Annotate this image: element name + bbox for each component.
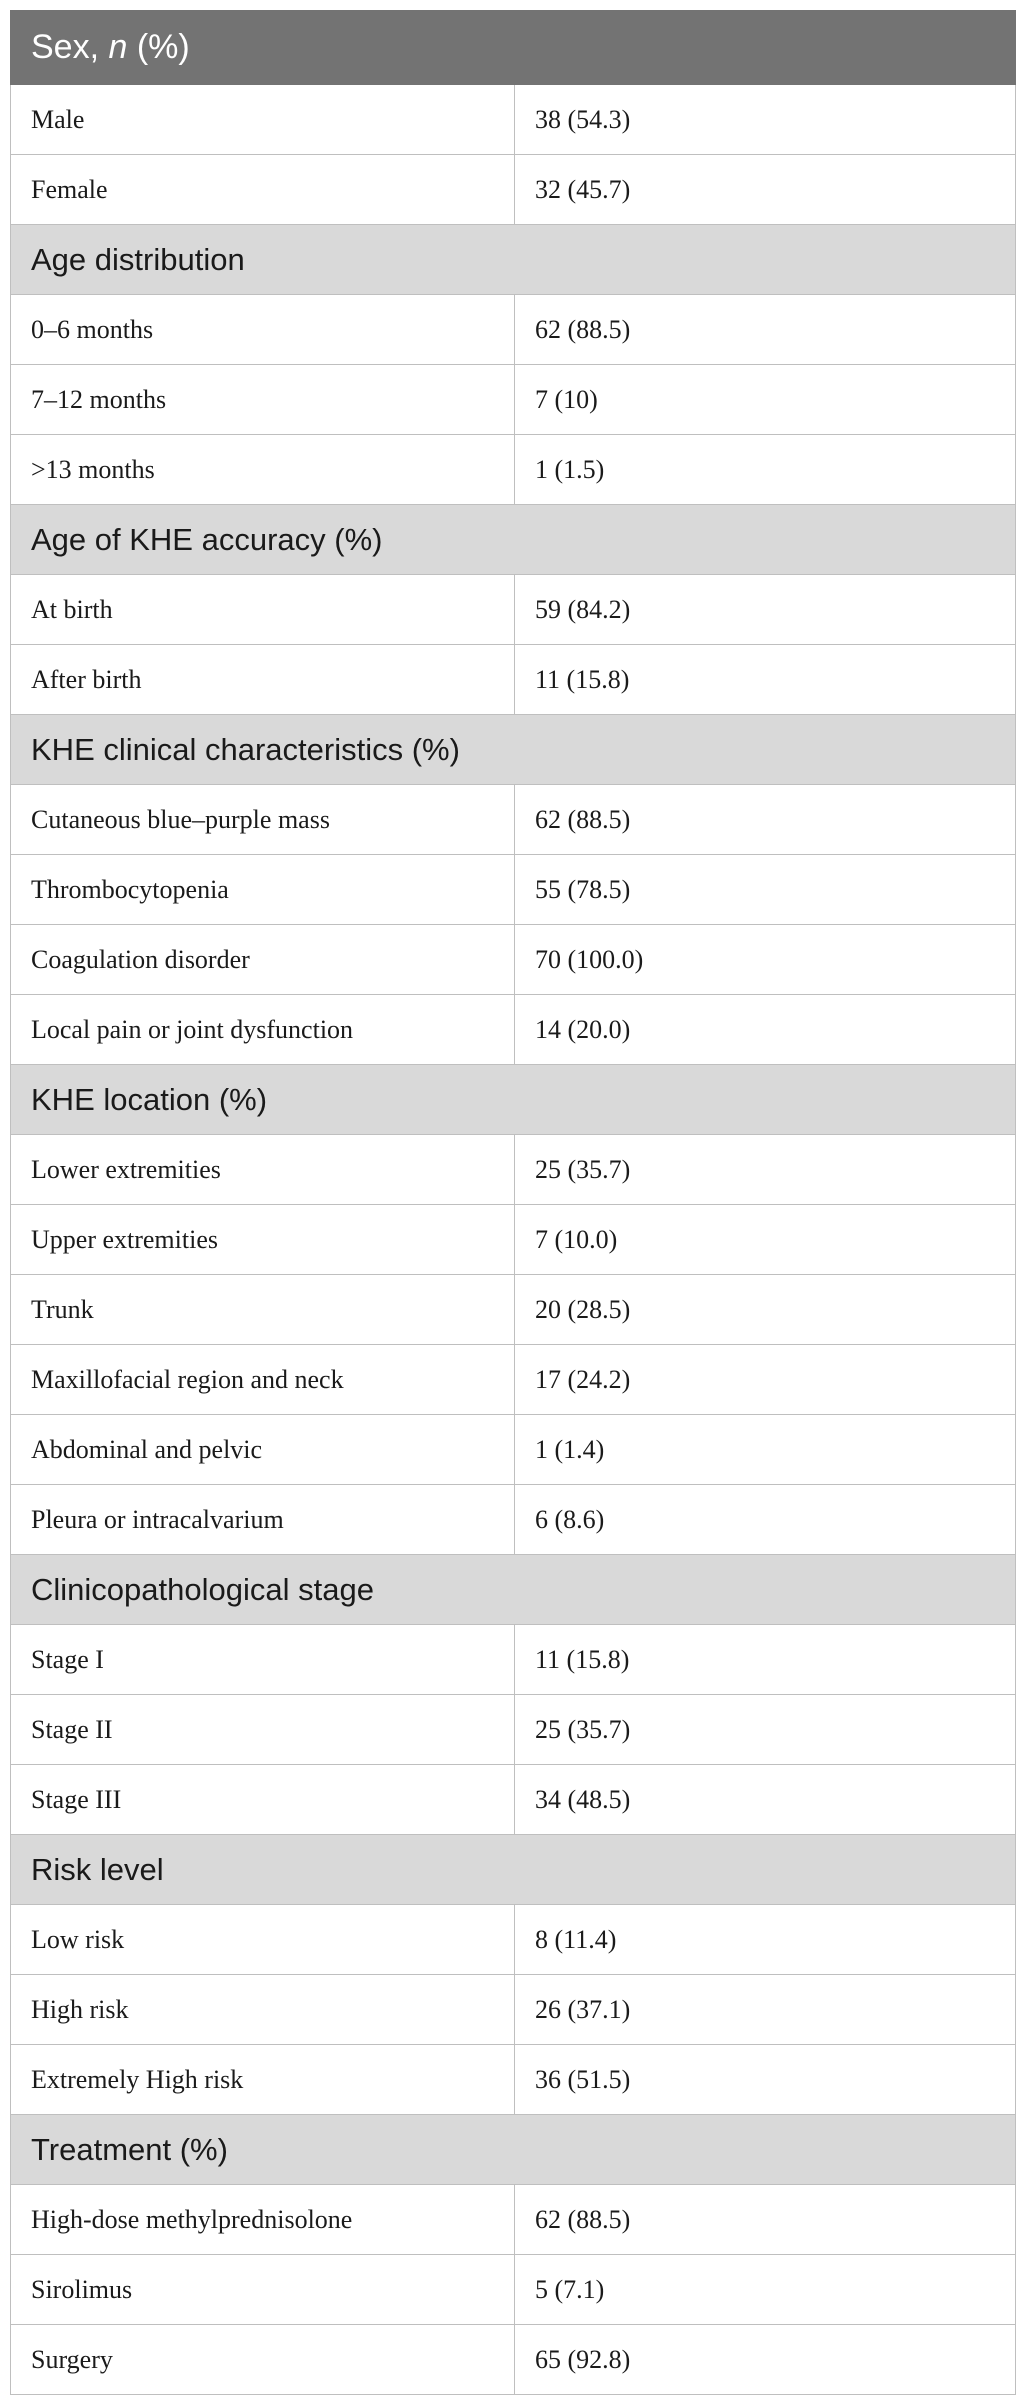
section-header-label: Age of KHE accuracy (%)	[11, 505, 1016, 575]
row-label: High risk	[11, 1975, 515, 2045]
section-header-row	[11, 715, 1016, 785]
table-row	[11, 85, 1016, 155]
row-value: 26 (37.1)	[515, 1975, 1016, 2045]
row-label: Stage I	[11, 1625, 515, 1695]
row-label: Coagulation disorder	[11, 925, 515, 995]
header-label-cell	[11, 11, 515, 85]
header-label-italic: n	[108, 28, 128, 66]
table-row	[11, 1205, 1016, 1275]
section-header-label: Age distribution	[11, 225, 1016, 295]
row-label: Local pain or joint dysfunction	[11, 995, 515, 1065]
section-header-row	[11, 1555, 1016, 1625]
table-row	[11, 785, 1016, 855]
row-label: Pleura or intracalvarium	[11, 1485, 515, 1555]
row-label: Low risk	[11, 1905, 515, 1975]
row-label: 7–12 months	[11, 365, 515, 435]
row-label: Thrombocytopenia	[11, 855, 515, 925]
row-value: 1 (1.4)	[515, 1415, 1016, 1485]
table-row	[11, 1415, 1016, 1485]
table-row	[11, 2255, 1016, 2325]
khe-characteristics-table	[10, 10, 1016, 2395]
table-row	[11, 2185, 1016, 2255]
row-value: 14 (20.0)	[515, 995, 1016, 1065]
row-label: 0–6 months	[11, 295, 515, 365]
section-header-row	[11, 505, 1016, 575]
row-label: Stage II	[11, 1695, 515, 1765]
row-value: 34 (48.5)	[515, 1765, 1016, 1835]
section-header-row	[11, 1835, 1016, 1905]
section-header-row	[11, 2115, 1016, 2185]
row-label: High-dose methylprednisolone	[11, 2185, 515, 2255]
row-label: Sirolimus	[11, 2255, 515, 2325]
row-value: 65 (92.8)	[515, 2325, 1016, 2395]
section-header-label: Risk level	[11, 1835, 1016, 1905]
row-label: After birth	[11, 645, 515, 715]
row-value: 25 (35.7)	[515, 1135, 1016, 1205]
row-label: Upper extremities	[11, 1205, 515, 1275]
row-value: 11 (15.8)	[515, 1625, 1016, 1695]
row-value: 7 (10)	[515, 365, 1016, 435]
row-label: Surgery	[11, 2325, 515, 2395]
row-value: 62 (88.5)	[515, 295, 1016, 365]
table-row	[11, 855, 1016, 925]
table-row	[11, 435, 1016, 505]
table-row	[11, 1695, 1016, 1765]
row-value: 17 (24.2)	[515, 1345, 1016, 1415]
section-header-label: KHE location (%)	[11, 1065, 1016, 1135]
row-value: 59 (84.2)	[515, 575, 1016, 645]
header-value-cell	[515, 11, 1016, 85]
table-row	[11, 1625, 1016, 1695]
row-value: 1 (1.5)	[515, 435, 1016, 505]
row-value: 32 (45.7)	[515, 155, 1016, 225]
table-row	[11, 155, 1016, 225]
header-label-post: (%)	[127, 28, 190, 66]
table-row	[11, 295, 1016, 365]
row-label: Maxillofacial region and neck	[11, 1345, 515, 1415]
row-label: At birth	[11, 575, 515, 645]
table-row	[11, 1135, 1016, 1205]
section-header-row	[11, 1065, 1016, 1135]
section-header-label: Treatment (%)	[11, 2115, 1016, 2185]
table-row	[11, 2045, 1016, 2115]
row-value: 55 (78.5)	[515, 855, 1016, 925]
table-row	[11, 1485, 1016, 1555]
row-value: 5 (7.1)	[515, 2255, 1016, 2325]
table-row	[11, 925, 1016, 995]
table-row	[11, 1275, 1016, 1345]
row-value: 25 (35.7)	[515, 1695, 1016, 1765]
row-value: 7 (10.0)	[515, 1205, 1016, 1275]
header-label-pre: Sex,	[31, 28, 109, 66]
table-row	[11, 1975, 1016, 2045]
row-label: >13 months	[11, 435, 515, 505]
row-value: 20 (28.5)	[515, 1275, 1016, 1345]
row-value: 62 (88.5)	[515, 2185, 1016, 2255]
section-header-label: KHE clinical characteristics (%)	[11, 715, 1016, 785]
row-label: Extremely High risk	[11, 2045, 515, 2115]
table-row	[11, 2325, 1016, 2395]
row-value: 8 (11.4)	[515, 1905, 1016, 1975]
row-label: Abdominal and pelvic	[11, 1415, 515, 1485]
table-row	[11, 575, 1016, 645]
row-label: Female	[11, 155, 515, 225]
table-row	[11, 1765, 1016, 1835]
table-header-row	[11, 11, 1016, 85]
row-value: 70 (100.0)	[515, 925, 1016, 995]
section-header-row	[11, 225, 1016, 295]
row-label: Trunk	[11, 1275, 515, 1345]
table-row	[11, 1345, 1016, 1415]
row-value: 11 (15.8)	[515, 645, 1016, 715]
section-header-label: Clinicopathological stage	[11, 1555, 1016, 1625]
table-row	[11, 995, 1016, 1065]
row-label: Stage III	[11, 1765, 515, 1835]
table-row	[11, 365, 1016, 435]
row-value: 38 (54.3)	[515, 85, 1016, 155]
row-value: 6 (8.6)	[515, 1485, 1016, 1555]
row-label: Male	[11, 85, 515, 155]
table-row	[11, 645, 1016, 715]
table-body	[11, 11, 1016, 2395]
row-label: Cutaneous blue–purple mass	[11, 785, 515, 855]
row-label: Lower extremities	[11, 1135, 515, 1205]
row-value: 36 (51.5)	[515, 2045, 1016, 2115]
row-value: 62 (88.5)	[515, 785, 1016, 855]
table-row	[11, 1905, 1016, 1975]
